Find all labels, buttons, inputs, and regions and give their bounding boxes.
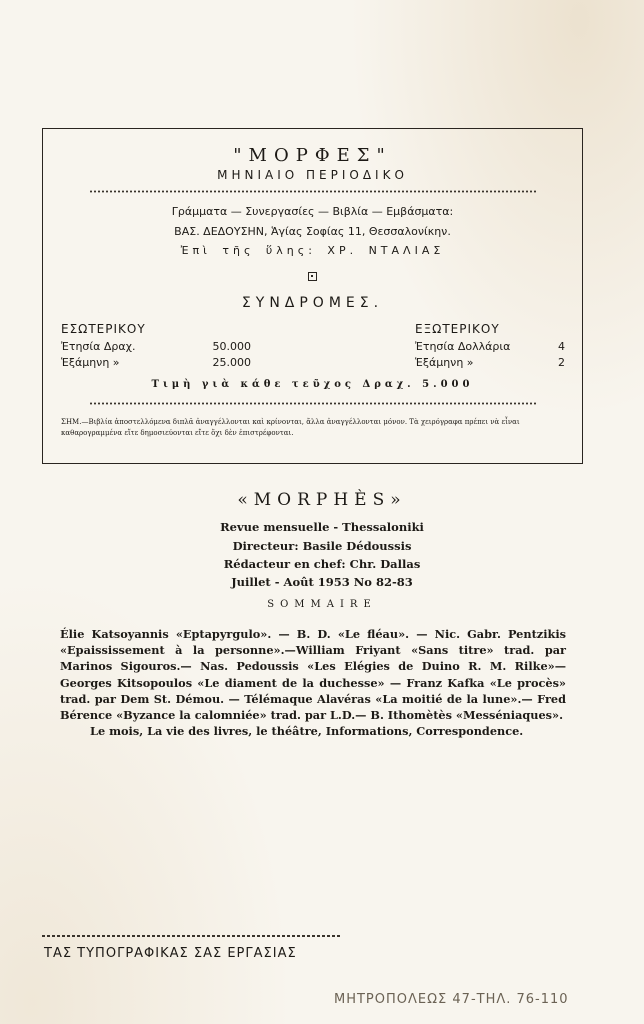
- price-row: [61, 355, 281, 371]
- table-of-contents: [60, 626, 566, 739]
- price-value: 50.000: [212, 340, 251, 353]
- issue-date-line: Juillet - Août 1953 No 82-83: [231, 575, 413, 589]
- magazine-title-french: «MORPHÈS»: [237, 490, 407, 510]
- wavy-divider: [89, 190, 537, 193]
- correspondence-line: Γράμματα — Συνεργασίες — Βιβλία — Εμβάσματα:: [171, 205, 454, 218]
- magazine-subtitle-greek: ΜΗΝΙΑΙΟ ΠΕΡΙΟΔΙΚΟ: [217, 168, 408, 182]
- issue-price: Τιμὴ γιὰ κάθε τεῦχος Δραχ. 5.000: [151, 379, 474, 390]
- revue-line: Revue mensuelle - Thessaloniki: [220, 520, 424, 534]
- wavy-divider: [89, 402, 537, 405]
- printing-ad: ΤΑΣ ΤΥΠΟΓΡΑΦΙΚΑΣ ΣΑΣ ΕΡΓΑΣΙΑΣ: [44, 946, 297, 961]
- footer-divider: [42, 935, 342, 937]
- domestic-subscriptions: [61, 321, 281, 371]
- printing-address: ΜΗΤΡΟΠΟΛΕΩΣ 47-ΤΗΛ. 76-110: [334, 992, 569, 1007]
- price-value: 4: [558, 340, 565, 353]
- subscription-box: [42, 128, 583, 464]
- foreign-subscriptions: [415, 321, 565, 371]
- price-value: 25.000: [212, 356, 251, 369]
- price-label: Ἑξάμηνη »: [415, 356, 474, 369]
- price-row: [415, 355, 565, 371]
- directeur-line: Directeur: Basile Dédoussis: [232, 539, 412, 553]
- foreign-heading: ΕΞΩΤΕΡΙΚΟΥ: [415, 322, 500, 336]
- address-line: ΒΑΣ. ΔΕΔΟΥΣΗΝ, Ἁγίας Σοφίας 11, Θεσσαλονίκην.: [174, 225, 451, 238]
- contents-paragraph: Élie Katsoyannis «Eptapyrgulo». — B. D. «Le fléau». — Nic. Gabr. Pentzikis «Epaississement à la personne».—William Friyant «Sans titre» trad. par Marinos Sigouros.— Nas. Pedoussis «Les Elégies de Duino R. M. Rilke»— Georges Kitsopoulos «Le diament de la duchesse» — Franz Kafka «Le procès» trad. par Dem St. Démou. — Télémaque Alavéras «La moitié de la lune».— Fred Bérence «Byzance la calomniée» trad. par L.D.— B. Ithomètès «Messéniaques».: [60, 627, 566, 723]
- magazine-title-greek: "ΜΟΡΦΕΣ": [233, 145, 392, 166]
- price-value: 2: [558, 356, 565, 369]
- price-row: [415, 339, 565, 355]
- editorial-note: ΣΗΜ.—Βιβλία ἀποστελλόμενα διπλᾶ ἀναγγέλλονται καὶ κρίνονται, ἄλλα ἀναγγέλλονται μόνον. Τὰ χειρόγραφα πρέπει νὰ εἶναι καθαρογραμμένα εἴτε δημοσιεύονται εἴτε ὄχι δὲν ἐπιστρέφονται.: [61, 418, 520, 437]
- contents-paragraph: Le mois, La vie des livres, le théâtre, Informations, Correspondence.: [90, 724, 524, 739]
- subscriptions-heading: ΣΥΝΔΡΟΜΕΣ.: [241, 295, 384, 311]
- redacteur-line: Rédacteur en chef: Chr. Dallas: [223, 557, 421, 571]
- ornament-icon: [308, 272, 317, 281]
- sommaire-heading: SOMMAIRE: [267, 599, 377, 610]
- editor-line: Ἐπὶ τῆς ὕλης: ΧΡ. ΝΤΑΛΙΑΣ: [180, 244, 445, 257]
- price-label: Ἐτησία Δραχ.: [61, 340, 136, 353]
- price-label: Ἑξάμηνη »: [61, 356, 120, 369]
- price-row: [61, 339, 281, 355]
- domestic-heading: ΕΣΩΤΕΡΙΚΟΥ: [61, 322, 146, 336]
- price-label: Ἐτησία Δολλάρια: [415, 340, 511, 353]
